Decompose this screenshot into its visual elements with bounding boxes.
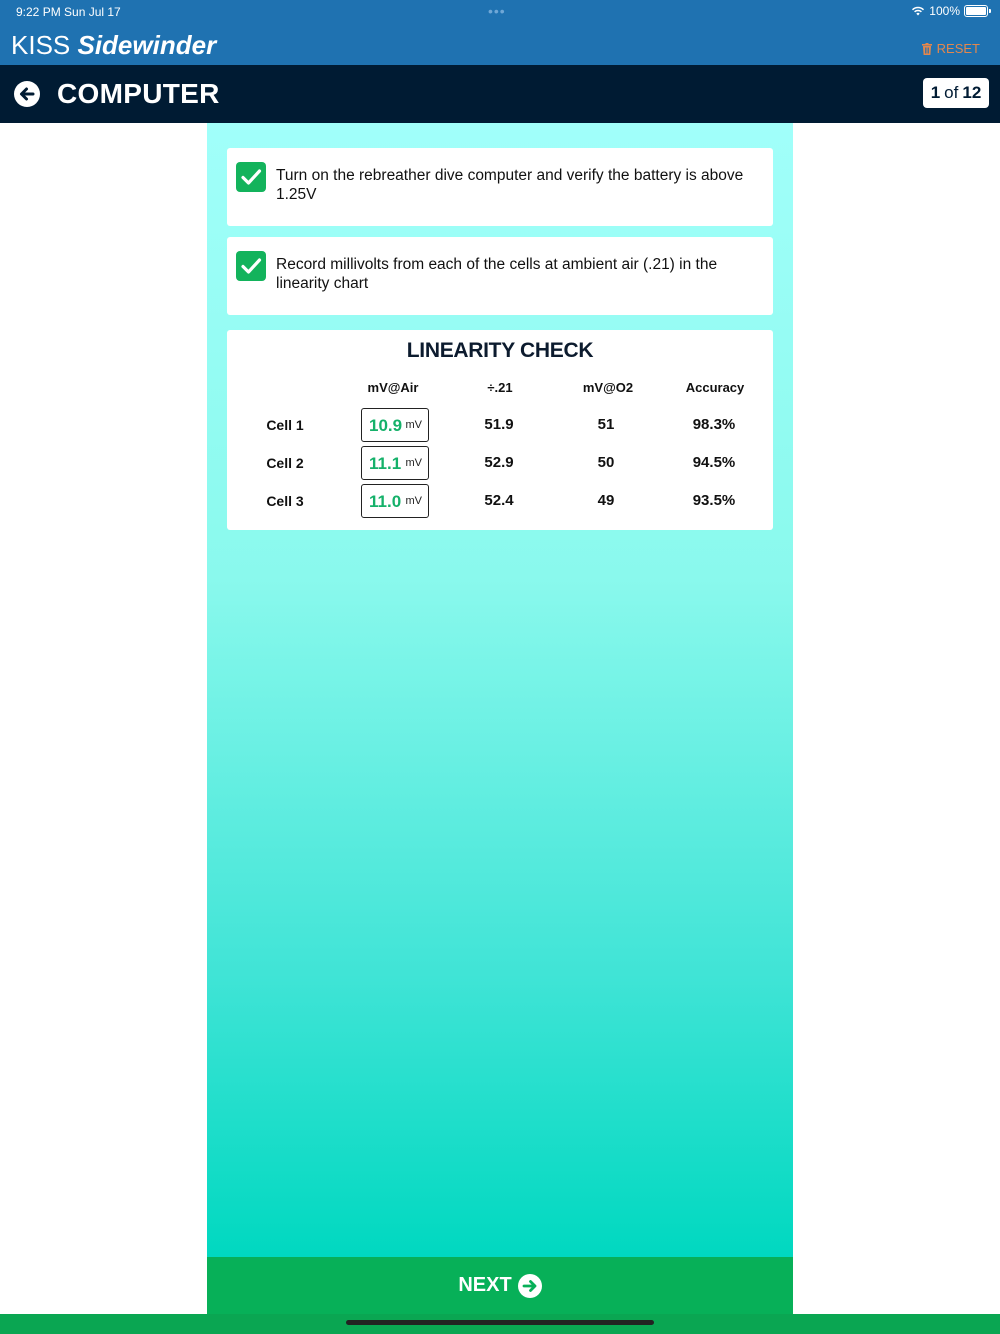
app-brand: [11, 30, 216, 61]
mv-air-value: 11.0: [369, 492, 402, 511]
brand-main: KISS: [11, 30, 78, 60]
reset-label: RESET: [936, 41, 980, 56]
col-header-div: ÷.21: [487, 380, 513, 395]
status-indicators: [911, 4, 988, 18]
accuracy-value: 98.3%: [692, 416, 736, 433]
mv-air-value: 10.9: [369, 416, 403, 435]
col-header-mv-air: mV@Air: [367, 380, 419, 395]
task-card: [227, 148, 773, 226]
brand-sub: Sidewinder: [77, 30, 217, 60]
mv-air-input[interactable]: [361, 484, 429, 518]
task-text: Record millivolts from each of the cells at ambient air (.21) in the linearity chart: [276, 256, 718, 292]
task-checkbox[interactable]: [236, 251, 266, 281]
page-current: 1: [930, 83, 941, 102]
row-label: Cell 2: [266, 455, 304, 471]
trash-icon: [922, 43, 932, 55]
mv-unit: mV: [405, 495, 422, 507]
mv-air-input[interactable]: [361, 446, 429, 480]
mv-o2-value: 51: [597, 416, 615, 433]
app-bar: [0, 0, 1000, 65]
mv-o2-value: 50: [597, 454, 615, 471]
mv-unit: mV: [405, 419, 422, 431]
task-checkbox[interactable]: [236, 162, 266, 192]
page-total: 12: [962, 83, 982, 102]
next-button[interactable]: [207, 1257, 793, 1314]
reset-button[interactable]: [922, 41, 980, 56]
mv-air-value: 11.1: [369, 454, 402, 473]
div-value: 51.9: [484, 416, 514, 433]
col-header-accuracy: Accuracy: [685, 380, 745, 395]
linearity-check-card: [227, 330, 773, 530]
battery-icon: [964, 5, 988, 17]
row-label: Cell 1: [266, 417, 304, 433]
arrow-right-circle-icon: [518, 1274, 542, 1298]
status-time: 9:22 PM Sun Jul 17: [16, 5, 121, 19]
task-card: [227, 237, 773, 315]
title-bar: [0, 65, 1000, 123]
checklist-panel: [207, 123, 793, 1257]
linearity-title: LINEARITY CHECK: [406, 339, 594, 362]
home-indicator[interactable]: [346, 1320, 654, 1325]
multitasking-dots[interactable]: •••: [488, 3, 506, 19]
page-of: of: [944, 83, 959, 102]
mv-o2-value: 49: [597, 492, 615, 509]
col-header-mv-o2: mV@O2: [582, 380, 634, 395]
accuracy-value: 94.5%: [692, 454, 736, 471]
checkmark-icon: [236, 251, 266, 281]
div-value: 52.4: [484, 492, 514, 509]
page-title: COMPUTER: [57, 78, 220, 109]
row-label: Cell 3: [266, 493, 304, 509]
wifi-icon: [911, 6, 925, 16]
next-label: NEXT: [458, 1274, 512, 1296]
back-arrow-icon[interactable]: [14, 81, 40, 107]
mv-unit: mV: [405, 457, 422, 469]
mv-air-input[interactable]: [361, 408, 429, 442]
div-value: 52.9: [484, 454, 514, 471]
checkmark-icon: [236, 162, 266, 192]
accuracy-value: 93.5%: [692, 492, 736, 509]
page-indicator: [923, 78, 989, 108]
task-text: Turn on the rebreather dive computer and verify the battery is above 1.25V: [276, 167, 744, 203]
battery-percent: 100%: [929, 4, 960, 18]
